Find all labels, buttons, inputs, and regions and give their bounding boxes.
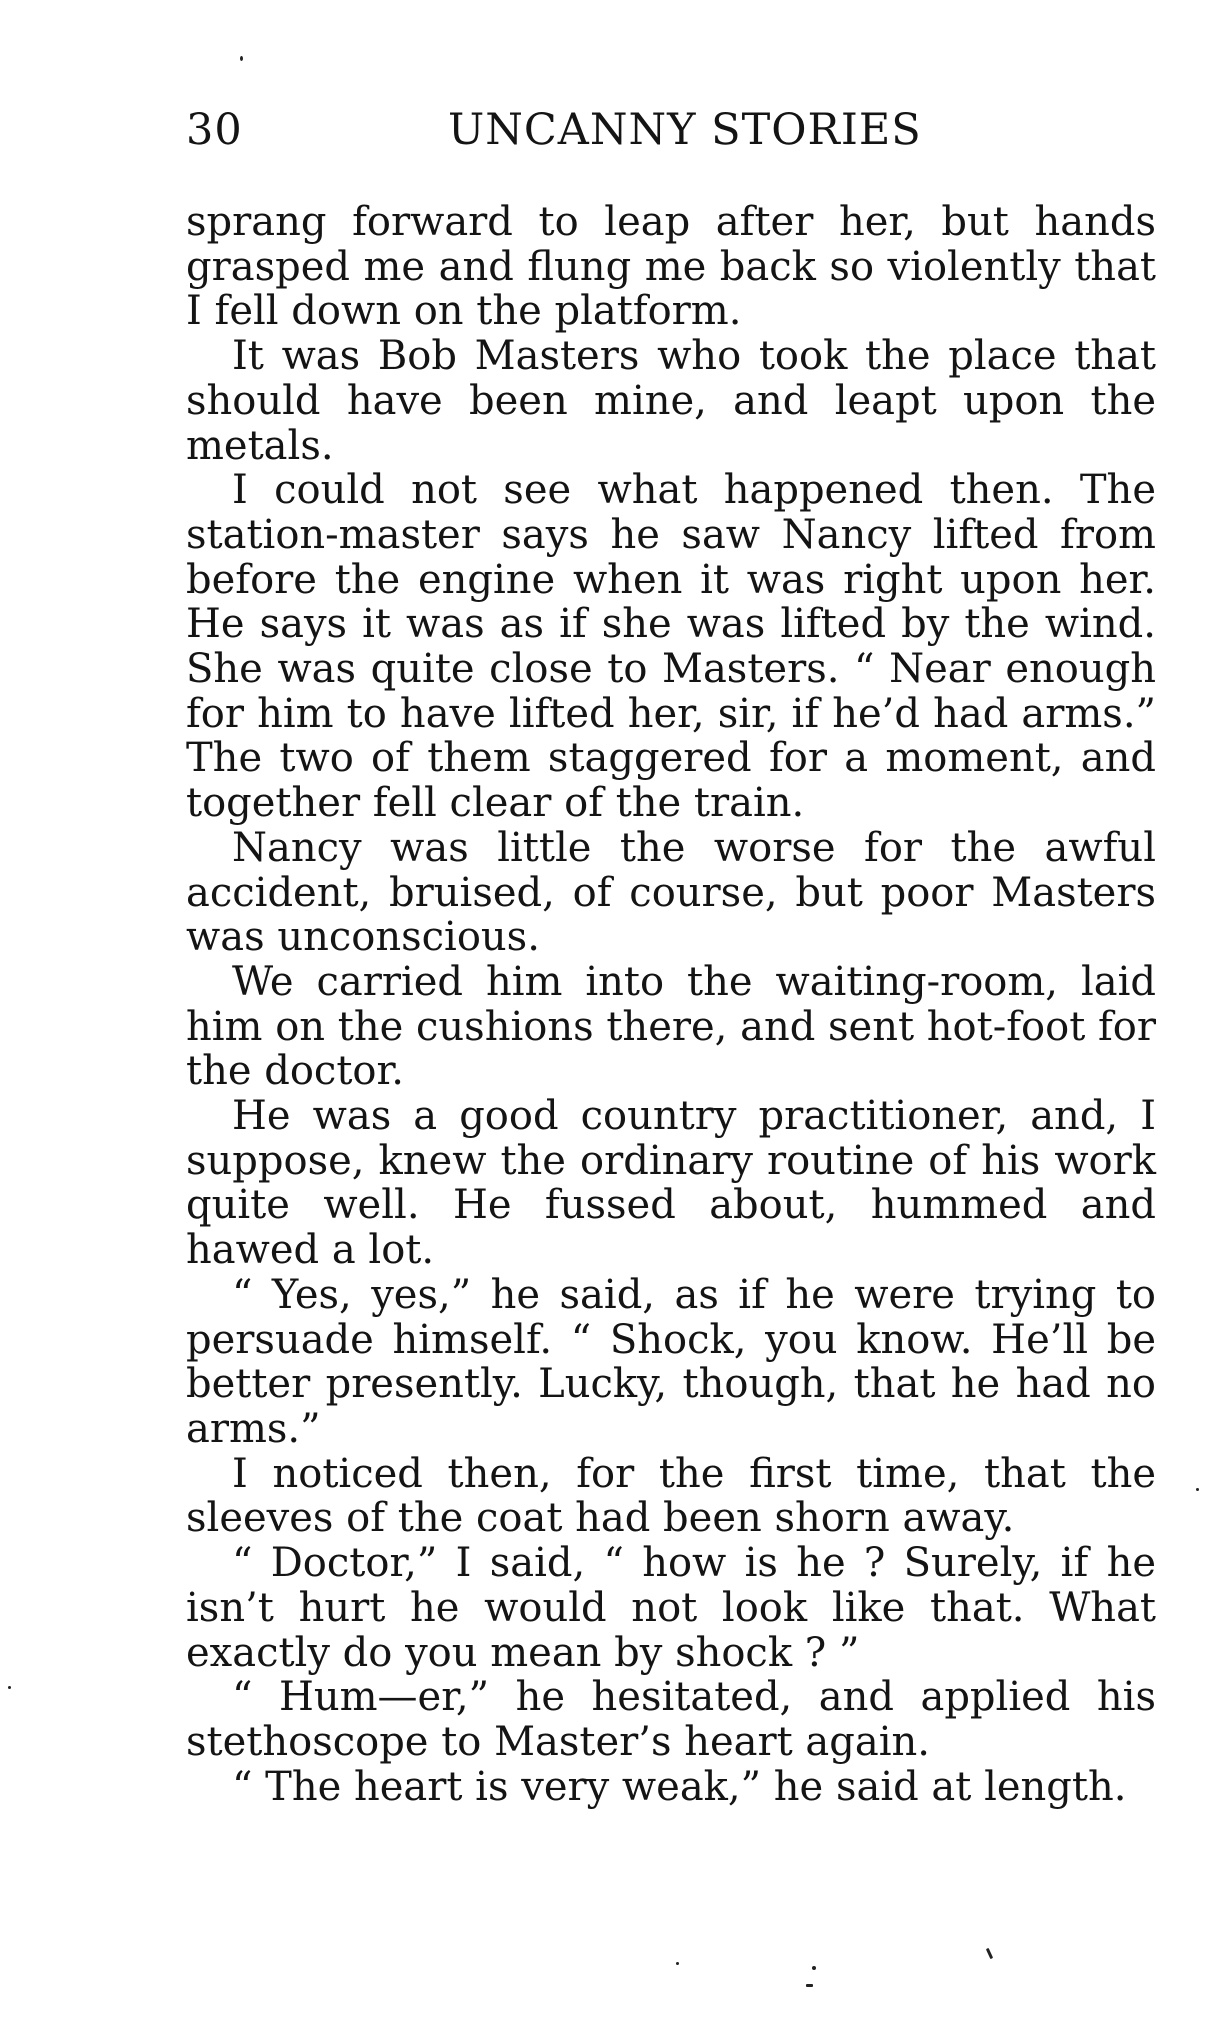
paragraph: “ Hum—er,” he hesitated, and applied his stethoscope to Master’s heart again.: [186, 1674, 1156, 1765]
page-header: [186, 102, 1164, 158]
paragraph: We carried him into the waiting-room, laid him on the cushions there, and sent hot-foot for the doctor.: [186, 958, 1156, 1095]
scan-speck: [986, 1948, 993, 1959]
paragraph: Nancy was little the worse for the awful accident, bruised, of course, but poor Masters was unconscious.: [186, 824, 1156, 961]
paragraph: I noticed then, for the first time, that the sleeves of the coat had been shorn away.: [186, 1450, 1156, 1542]
scan-speck: [240, 56, 243, 61]
paragraph: I could not see what happened then. The station-master says he saw Nancy lifted from before the engine when it was right upon her. He says it was as if she was lifted by the wind. She was quite close to Masters. “ Near enough for him to have lifted her, sir, if he’d had arms.” The two of them staggered for a moment, and together fell clear of the train.: [186, 467, 1156, 827]
scan-speck: [676, 1962, 679, 1965]
page-number: 30: [186, 105, 243, 155]
scan-speck: [1196, 1488, 1199, 1491]
paragraph: It was Bob Masters who took the place that should have been mine, and leapt upon the metals.: [186, 333, 1156, 469]
paragraph: “ Yes, yes,” he said, as if he were trying to persuade himself. “ Shock, you know. He’ll be better presently. Lucky, though, that he had no arms.”: [186, 1271, 1156, 1452]
scan-speck: [8, 1686, 11, 1689]
running-title: UNCANNY STORIES: [448, 105, 922, 155]
paragraph: sprang forward to leap after her, but hands grasped me and flung me back so violently that I fell down on the platform.: [186, 199, 1156, 335]
body-text: [186, 200, 1156, 1809]
paragraph: He was a good country practitioner, and, I suppose, knew the ordinary routine of his work quite well. He fussed about, hummed and hawed a lot.: [186, 1093, 1156, 1274]
scan-speck: [812, 1966, 816, 1970]
paragraph: “ The heart is very weak,” he said at length.: [232, 1763, 1127, 1810]
scan-speck: [806, 1984, 813, 1987]
paragraph: “ Doctor,” I said, “ how is he ? Surely, if he isn’t hurt he would not look like that. What exactly do you mean by shock ? ”: [186, 1540, 1156, 1676]
